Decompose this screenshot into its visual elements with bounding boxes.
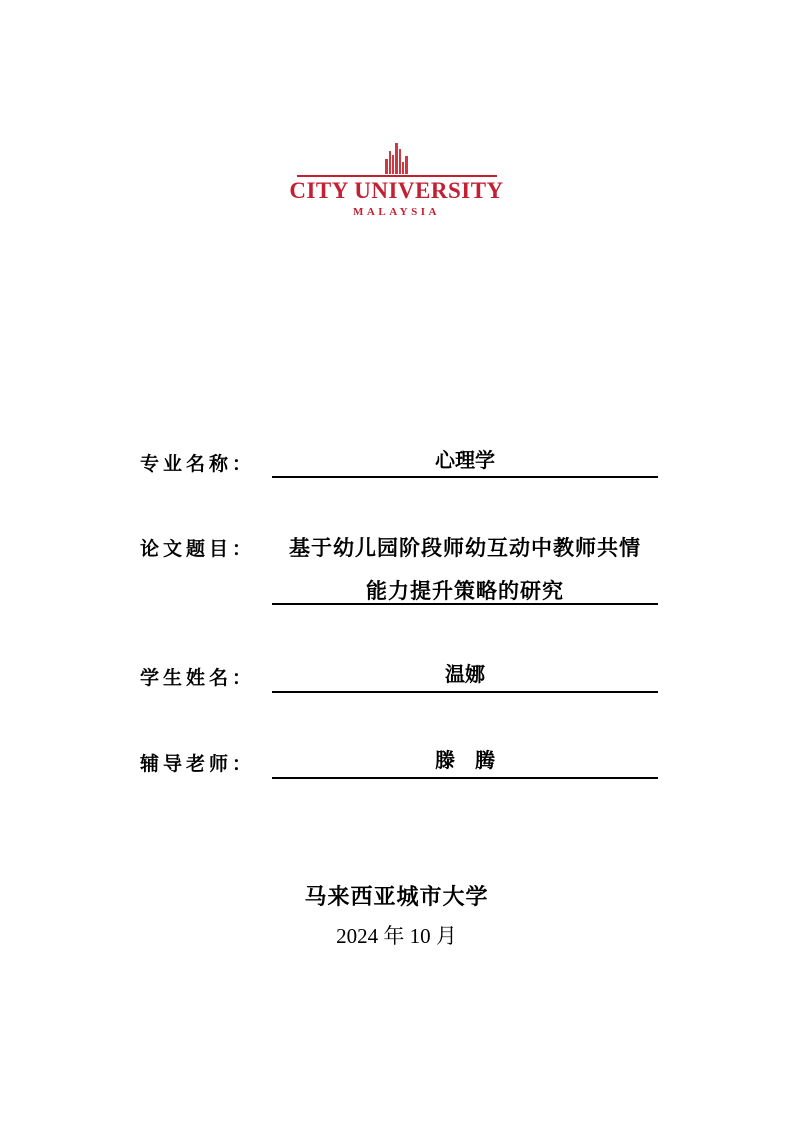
field-value-thesis-title <box>272 533 658 605</box>
field-label-thesis-title: 论文题目： <box>140 539 256 560</box>
field-value-major: 心理学 <box>272 446 658 478</box>
publication-date: 2024 年 10 月 <box>336 924 457 948</box>
logo-university-name: CITY UNIVERSITY <box>289 178 504 203</box>
logo-country-name: MALAYSIA <box>353 206 440 218</box>
skyline-bars-icon <box>0 142 793 174</box>
field-label-major: 专业名称： <box>140 454 256 475</box>
field-label-advisor: 辅导老师： <box>140 754 256 775</box>
university-logo <box>0 142 793 218</box>
field-value-student-name: 温娜 <box>272 660 658 693</box>
university-name-cn: 马来西亚城市大学 <box>304 884 489 909</box>
field-value-advisor: 滕 腾 <box>272 746 658 779</box>
field-label-student-name: 学生姓名： <box>140 668 256 689</box>
thesis-title-line1: 基于幼儿园阶段师幼互动中教师共情 <box>289 537 641 560</box>
logo-divider-line <box>297 175 497 177</box>
thesis-title-line2: 能力提升策略的研究 <box>366 580 564 603</box>
